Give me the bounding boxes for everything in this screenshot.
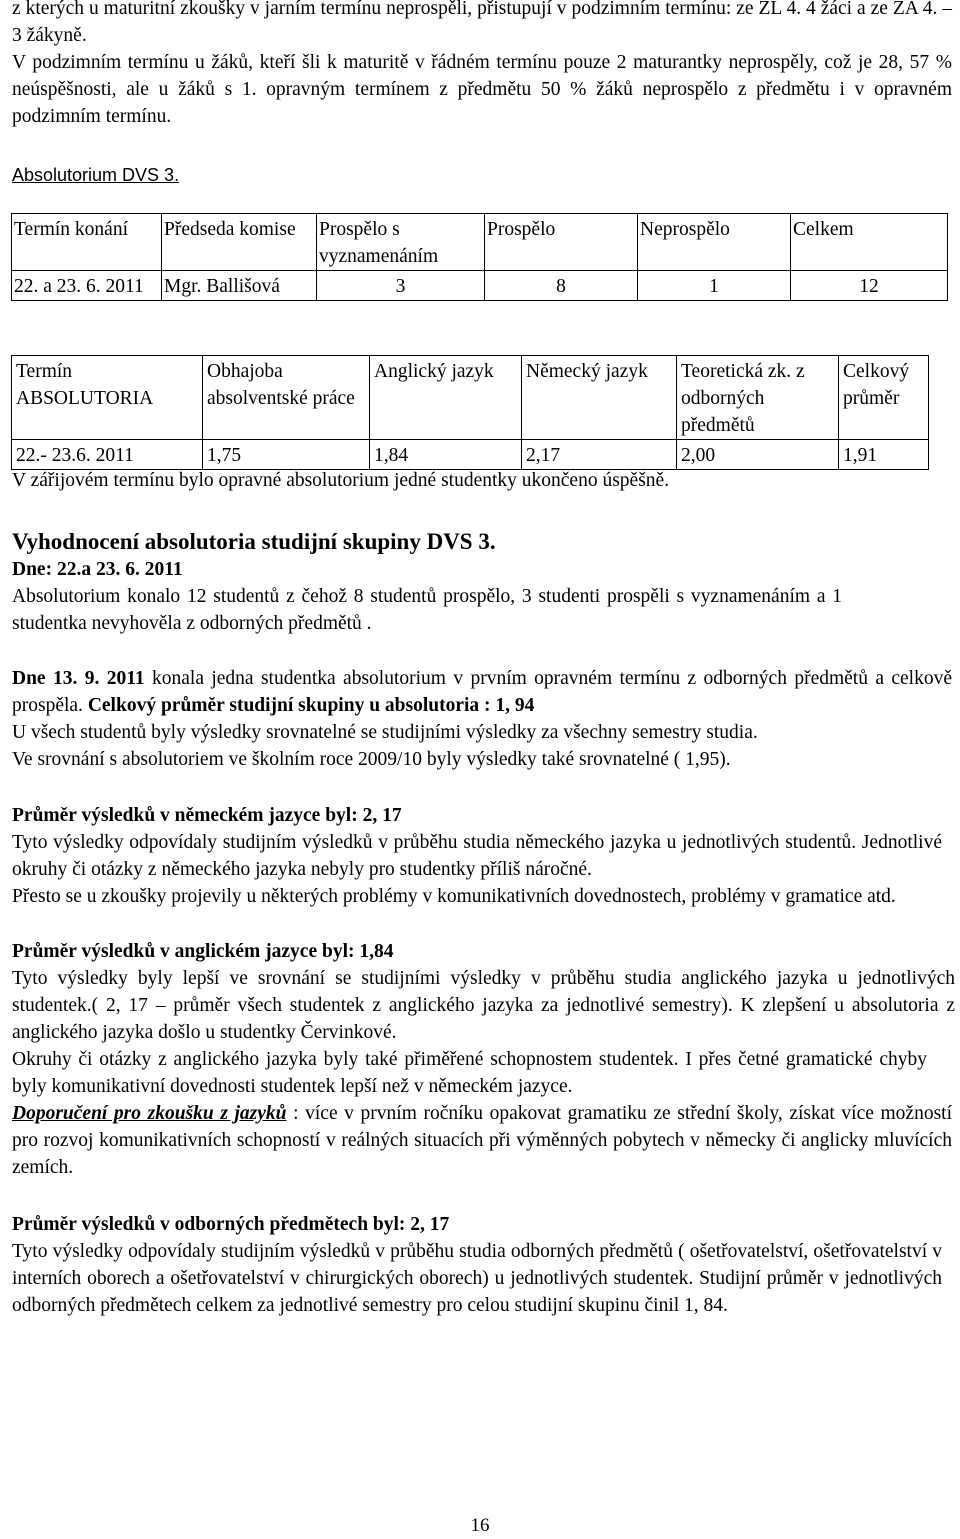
september-paragraph [12, 665, 952, 719]
recommendation-text: : více v prvním ročníku opakovat gramatiku ze střední školy, získat více možností pro rozvoj komunikativních schopností v reálných situacích při výměnných pobytech v německy či anglicky mluvících zemích. [12, 1103, 952, 1178]
cell-nemecky: 2,17 [522, 440, 677, 470]
professional-title: Průměr výsledků v odborných předmětech byl: 2, 17 [12, 1214, 450, 1235]
cell-predseda: Mgr. Ballišová [162, 271, 317, 301]
intro-text: V podzimním termínu u žáků, kteří šli k maturitě v řádném termínu pouze 2 maturantky neprospěly, což je 28, 57 % neúspěšnosti, ale u žáků s 1. opravným termínem z předmětu 50 % žáků neprospělo z předmětu i v opravném podzimním termínu. [12, 52, 952, 127]
header-neprospelo: Neprospělo [638, 214, 791, 271]
cell-neprospelo: 1 [638, 271, 791, 301]
grades-table [11, 355, 929, 470]
cell-obhajoba: 1,75 [203, 440, 370, 470]
cell-celkovy: 1,91 [839, 440, 929, 470]
german-title: Průměr výsledků v německém jazyce byl: 2, 17 [12, 805, 402, 826]
german-paragraph-2: Přesto se u zkoušky projevily u některých problémy v komunikativních dovednostech, problémy v gramatice atd. [12, 886, 896, 907]
recommendation-label: Doporučení pro zkoušku z jazyků [12, 1103, 287, 1124]
cell-teoreticka: 2,00 [677, 440, 839, 470]
cell-termin: 22. a 23. 6. 2011 [12, 271, 162, 301]
evaluation-title: Vyhodnocení absolutoria studijní skupiny DVS 3. [12, 529, 496, 554]
header-teoreticka: Teoretická zk. z odborných předmětů [677, 356, 839, 440]
header-termin: Termín konání [12, 214, 162, 271]
evaluation-summary: Absolutorium konalo 12 studentů z čehož 8 studentů prospělo, 3 studenti prospěli s vyznamenáním a 1 studentka nevyhověla z odborných předmětů . [12, 586, 842, 634]
cell-prospelo-vyzn: 3 [317, 271, 485, 301]
results-table-header [12, 214, 948, 271]
cell-anglicky: 1,84 [370, 440, 522, 470]
september-note: V zářijovém termínu bylo opravné absolutorium jedné studentky ukončeno úspěšně. [12, 470, 670, 491]
header-nemecky: Německý jazyk [522, 356, 677, 440]
english-paragraph-2: Okruhy či otázky z anglického jazyka byly také přiměřené schopnostem studentek. I přes četné gramatické chyby byly komunikativní dovednosti studentek lepší než v německém jazyce. [12, 1049, 927, 1097]
table-row [12, 440, 929, 470]
intro-paragraph-2 [12, 49, 952, 130]
professional-paragraph: Tyto výsledky odpovídaly studijním výsledků v průběhu studia odborných předmětů ( ošetřovatelství, ošetřovatelství v interních oborech a ošetřovatelství v chirurgických oborech) u jednotlivých studentek. Studijní průměr v jednotlivých odborných předmětech celkem za jednotlivé semestry pro celou studijní skupinu činil 1, 84. [12, 1241, 942, 1316]
header-celkovy: Celkový průměr [839, 356, 929, 440]
results-table [11, 213, 948, 301]
september-date: Dne 13. 9. 2011 [12, 668, 145, 689]
recommendation-paragraph [12, 1100, 952, 1181]
absolutorium-heading: Absolutorium DVS 3. [12, 165, 180, 185]
english-paragraph-1: Tyto výsledky byly lepší ve srovnání se studijními výsledky v průběhu studia anglického jazyka u jednotlivých studentek.( 2, 17 – průměr všech studentek z anglického jazyka za jednotlivé semestry). K zlepšení u absolutoria z anglického jazyka došlo u studentky Červinkové. [12, 968, 955, 1043]
cell-prospelo: 8 [485, 271, 638, 301]
cell-celkem: 12 [791, 271, 948, 301]
english-title: Průměr výsledků v anglickém jazyce byl: 1,84 [12, 941, 394, 962]
grades-table-header [12, 356, 929, 440]
intro-paragraph-1: z kterých u maturitní zkoušky v jarním termínu neprospěli, přistupují v podzimním termínu: ze ZL 4. 4 žáci a ze ZA 4. – 3 žákyně. [12, 0, 952, 46]
table-row [12, 271, 948, 301]
header-termin-abs: Termín ABSOLUTORIA [12, 356, 203, 440]
september-text: konala jedna studentka absolutorium v prvním opravném termínu z odborných předmětů a celkově prospěla. [12, 668, 952, 716]
header-prospelo: Prospělo [485, 214, 638, 271]
german-paragraph-1: Tyto výsledky odpovídaly studijním výsledků v průběhu studia německého jazyka u jednotlivých studentů. Jednotlivé okruhy či otázky z německého jazyka nebyly pro studentky příliš náročné. [12, 832, 942, 880]
header-anglicky: Anglický jazyk [370, 356, 522, 440]
comparison-text: Ve srovnání s absolutoriem ve školním roce 2009/10 byly výsledky také srovnatelné ( 1,95). [12, 749, 731, 770]
header-predseda: Předseda komise [162, 214, 317, 271]
overall-average: Celkový průměr studijní skupiny u absolutoria : 1, 94 [87, 695, 535, 716]
header-prospelo-vyzn: Prospělo s vyznamenáním [317, 214, 485, 271]
all-students-text: U všech studentů byly výsledky srovnatelné se studijními výsledky za všechny semestry studia. [12, 722, 758, 743]
evaluation-date: Dne: 22.a 23. 6. 2011 [12, 559, 183, 580]
page-number: 16 [470, 1515, 490, 1536]
header-celkem: Celkem [791, 214, 948, 271]
header-obhajoba: Obhajoba absolventské práce [203, 356, 370, 440]
cell-termin-abs: 22.- 23.6. 2011 [12, 440, 203, 470]
